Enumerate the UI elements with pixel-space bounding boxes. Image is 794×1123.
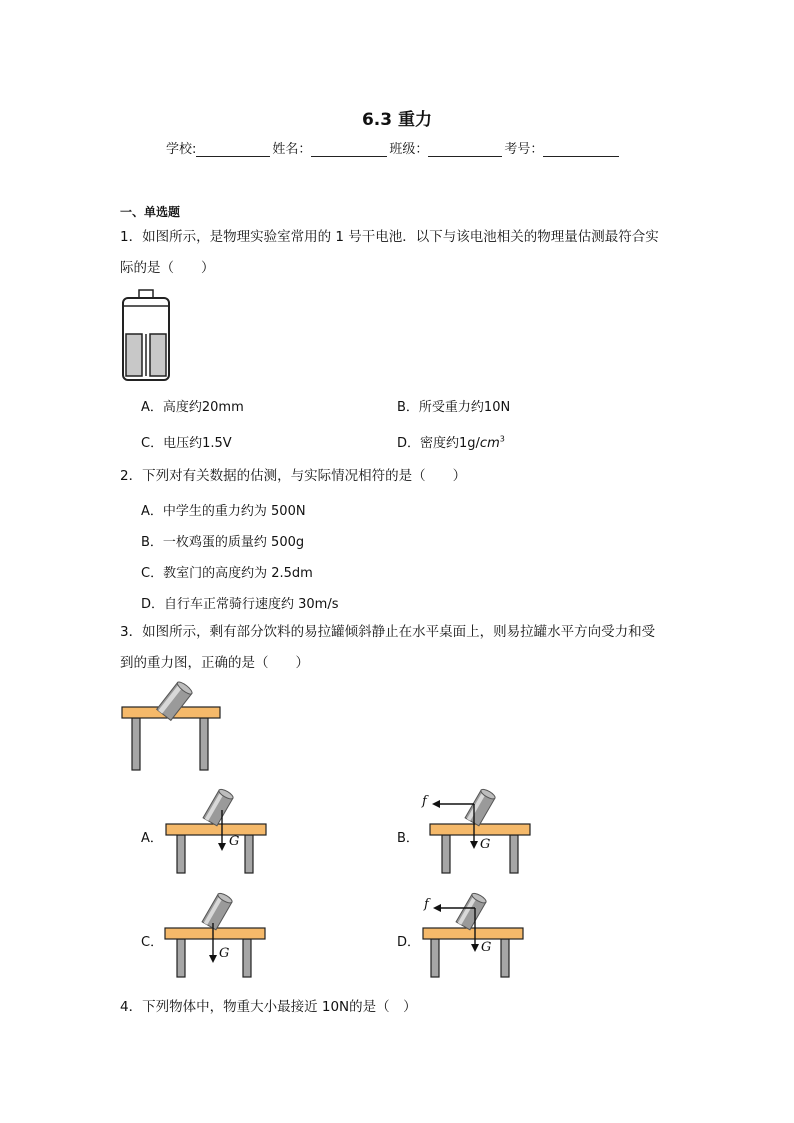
page-title: 6.3 重力 (361, 110, 433, 130)
battery-icon (118, 288, 174, 384)
class-label: 班级： (389, 142, 429, 157)
q2-option-d[interactable]: D．自行车正常骑行速度约 30m/s (141, 597, 339, 612)
q3-option-c-label[interactable]: C． (141, 935, 164, 950)
section-heading: 一、单选题 (120, 205, 181, 219)
school-blank (196, 142, 270, 157)
q2-option-b[interactable]: B．一枚鸡蛋的质量约 500g (141, 535, 305, 550)
student-info-row (166, 138, 621, 157)
q3-option-a-figure (163, 792, 269, 876)
q3-option-c-figure (163, 895, 269, 981)
q3-stem-line2: 到的重力图，正确的是（ ） (120, 655, 309, 671)
q3-stem (120, 617, 680, 679)
q1-option-d-text: D．密度约1g/ (397, 436, 480, 451)
q3-option-c-g-label: G (219, 946, 230, 961)
q2-option-a[interactable]: A．中学生的重力约为 500N (141, 504, 306, 519)
name-label: 姓名： (272, 142, 312, 157)
q3-option-b-figure (428, 792, 534, 876)
q3-option-b-f-label: f (422, 794, 427, 809)
q1-option-b[interactable]: B．所受重力约10N (397, 400, 511, 415)
class-blank (428, 142, 502, 157)
q1-option-c[interactable]: C．电压约1.5V (141, 436, 232, 451)
q1-option-d[interactable] (397, 432, 505, 451)
q3-option-d-f-label: f (424, 897, 429, 912)
q3-option-d-g-label: G (481, 940, 492, 955)
table-can-figure (120, 686, 224, 772)
number-blank (543, 142, 619, 157)
q4-stem: 4．下列物体中，物重大小最接近 10N的是（ ） (120, 999, 417, 1015)
q1-stem-line2: 际的是（ ） (120, 260, 215, 276)
q2-stem: 2．下列对有关数据的估测，与实际情况相符的是（ ） (120, 468, 467, 484)
q1-option-d-unit: cm (479, 436, 500, 451)
q3-option-b-g-label: G (480, 837, 491, 852)
q3-option-a-g-label: G (229, 834, 240, 849)
q3-option-a-label[interactable]: A． (141, 831, 163, 846)
q2-option-c[interactable]: C．教室门的高度约为 2.5dm (141, 566, 313, 581)
q3-option-b-label[interactable]: B． (397, 831, 419, 846)
q3-stem-line1: 3．如图所示，剩有部分饮料的易拉罐倾斜静止在水平桌面上，则易拉罐水平方向受力和受 (120, 624, 656, 640)
q3-option-d-figure (421, 895, 527, 981)
q1-option-d-sup: 3 (499, 434, 505, 444)
q1-stem-line1: 1．如图所示，是物理实验室常用的 1 号干电池．以下与该电池相关的物理量估测最符合实 (120, 229, 659, 245)
number-label: 考号： (504, 142, 544, 157)
school-label: 学校: (166, 142, 197, 157)
q1-option-a[interactable]: A．高度约20mm (141, 400, 244, 415)
name-blank (311, 142, 387, 157)
q1-stem (120, 222, 680, 284)
q3-option-d-label[interactable]: D． (397, 935, 421, 950)
